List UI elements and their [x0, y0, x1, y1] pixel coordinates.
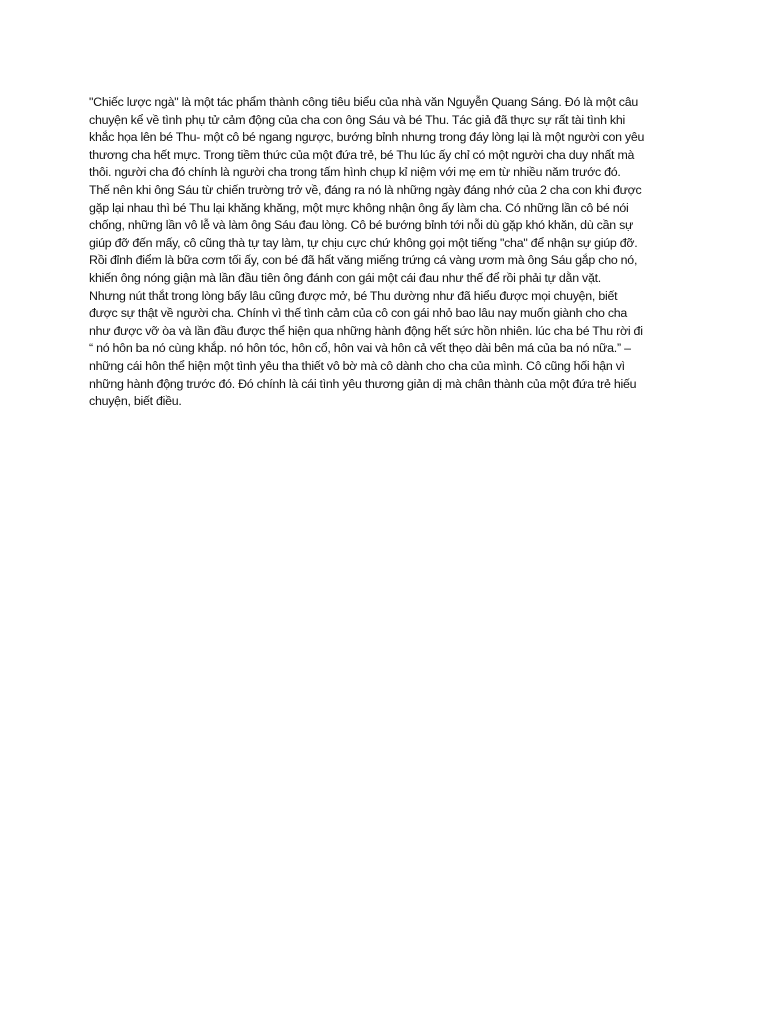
paragraph-line: chuyện, biết điều. — [89, 394, 182, 409]
paragraph-line: giúp đỡ đến mấy, cô cũng thà tự tay làm, tự chịu cực chứ không gọi một tiếng "cha" để nhận sự giúp đỡ. — [89, 235, 638, 250]
paragraph-line: gặp lại nhau thì bé Thu lại khăng khăng, một mực không nhận ông ấy làm cha. Có những lần cô bé nói — [89, 200, 629, 215]
paragraph-line: Thế nên khi ông Sáu từ chiến trường trở về, đáng ra nó là những ngày đáng nhớ của 2 cha con khi được — [89, 182, 642, 197]
paragraph-line: những hành động trước đó. Đó chính là cái tình yêu thương giản dị mà chân thành của một đứa trẻ hiếu — [89, 376, 637, 391]
paragraph-line: những cái hôn thể hiện một tình yêu tha thiết vô bờ mà cô dành cho cha của mình. Cô cũng hối hận vì — [89, 358, 625, 373]
paragraph-line: thôi. người cha đó chính là người cha trong tấm hình chụp kỉ niệm với mẹ em từ nhiều năm trước đó. — [89, 165, 621, 180]
paragraph-line: chống, những lần vô lễ và làm ông Sáu đau lòng. Cô bé bướng bỉnh tới nỗi dù gặp khó khăn, dù cần sự — [89, 218, 634, 233]
body-paragraph — [89, 94, 683, 411]
paragraph-line: như được vỡ òa và lần đầu được thể hiện qua những hành động hết sức hồn nhiên. lúc cha bé Thu rời đi — [89, 323, 643, 338]
paragraph-line: khắc họa lên bé Thu- một cô bé ngang ngược, bướng bỉnh nhưng trong đáy lòng lại là một người con yêu — [89, 130, 645, 145]
paragraph-line: chuyện kể về tình phụ tử cảm động của cha con ông Sáu và bé Thu. Tác giả đã thực sự rất tài tình khi — [89, 112, 626, 127]
paragraph-line: Nhưng nút thắt trong lòng bấy lâu cũng được mở, bé Thu dường như đã hiểu được mọi chuyện, biết — [89, 288, 618, 303]
paragraph-line: khiến ông nóng giận mà lần đầu tiên ông đánh con gái một cái đau như thế để rồi phải tự dằn vặt. — [89, 270, 601, 285]
paragraph-line: được sự thật về người cha. Chính vì thế tình cảm của cô con gái nhỏ bao lâu nay muốn giành cho cha — [89, 306, 628, 321]
paragraph-line: thương cha hết mực. Trong tiềm thức của một đứa trẻ, bé Thu lúc ấy chỉ có một người cha duy nhất mà — [89, 147, 635, 162]
paragraph-line: “ nó hôn ba nó cùng khắp. nó hôn tóc, hôn cổ, hôn vai và hôn cả vết thẹo dài bên má của ba nó nữa.” – — [89, 341, 631, 356]
paragraph-line: "Chiếc lược ngà" là một tác phẩm thành công tiêu biểu của nhà văn Nguyễn Quang Sáng. Đó là một câu — [89, 95, 639, 109]
paragraph-line: Rồi đỉnh điểm là bữa cơm tối ấy, con bé đã hất văng miếng trứng cá vàng ươm mà ông Sáu gắp cho nó, — [89, 253, 638, 268]
